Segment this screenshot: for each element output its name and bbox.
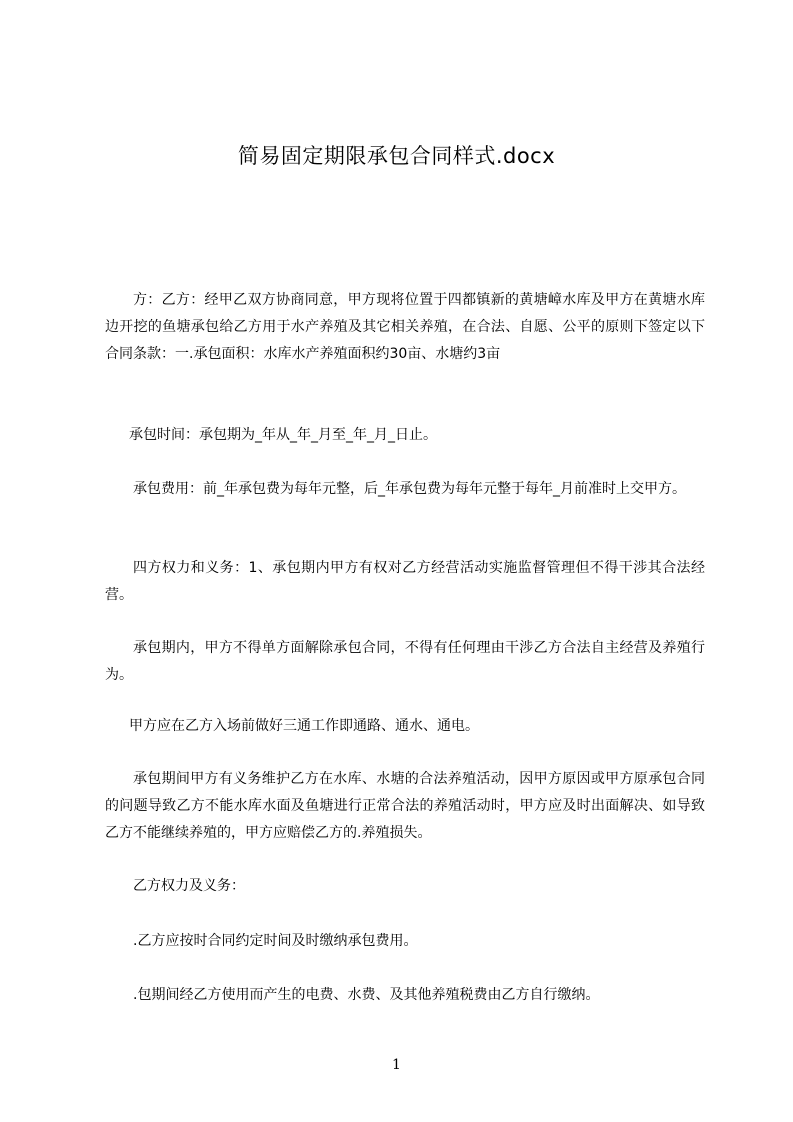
paragraph-no-termination: 承包期内，甲方不得单方面解除承包合同，不得有任何理由干涉乙方合法自主经营及养殖行为。: [105, 640, 705, 683]
paragraph-parties-and-area: 方：乙方：经甲乙双方协商同意，甲方现将位置于四都镇新的黄塘嶂水库及甲方在黄塘水库边开挖的鱼塘承包给乙方用于水产养殖及其它相关养殖，在合法、自愿、公平的原则下签定以下合同条款：一.承包面积：水库水产养殖面积约30亩、水塘约3亩: [105, 292, 705, 362]
paragraph-three-connections: 甲方应在乙方入场前做好三通工作即通路、通水、通电。: [129, 718, 479, 734]
paragraph-party-b-payment: .乙方应按时合同约定时间及时缴纳承包费用。: [133, 933, 418, 949]
paragraph-party-b-heading: 乙方权力及义务：: [133, 878, 245, 894]
paragraph-party-a-obligations: 承包期间甲方有义务维护乙方在水库、水塘的合法养殖活动，因甲方原因或甲方原承包合同的问题导致乙方不能水库水面及鱼塘进行正常合法的养殖活动时，甲方应及时出面解决、如导致乙方不能继续养殖的，甲方应赔偿乙方的.养殖损失。: [105, 771, 705, 841]
paragraph-fees: 承包费用：前_年承包费为每年元整，后_年承包费为每年元整于每年_月前准时上交甲方。: [133, 481, 686, 497]
paragraph-party-b-utilities: .包期间经乙方使用而产生的电费、水费、及其他养殖税费由乙方自行缴纳。: [133, 987, 600, 1003]
document-title: 简易固定期限承包合同样式.docx: [237, 144, 556, 168]
page-number: 1: [392, 1057, 401, 1073]
paragraph-party-a-rights: 四方权力和义务：1、承包期内甲方有权对乙方经营活动实施监督管理但不得干涉其合法经营。: [105, 560, 705, 603]
paragraph-term: 承包时间：承包期为_年从_年_月至_年_月_日止。: [129, 427, 437, 443]
